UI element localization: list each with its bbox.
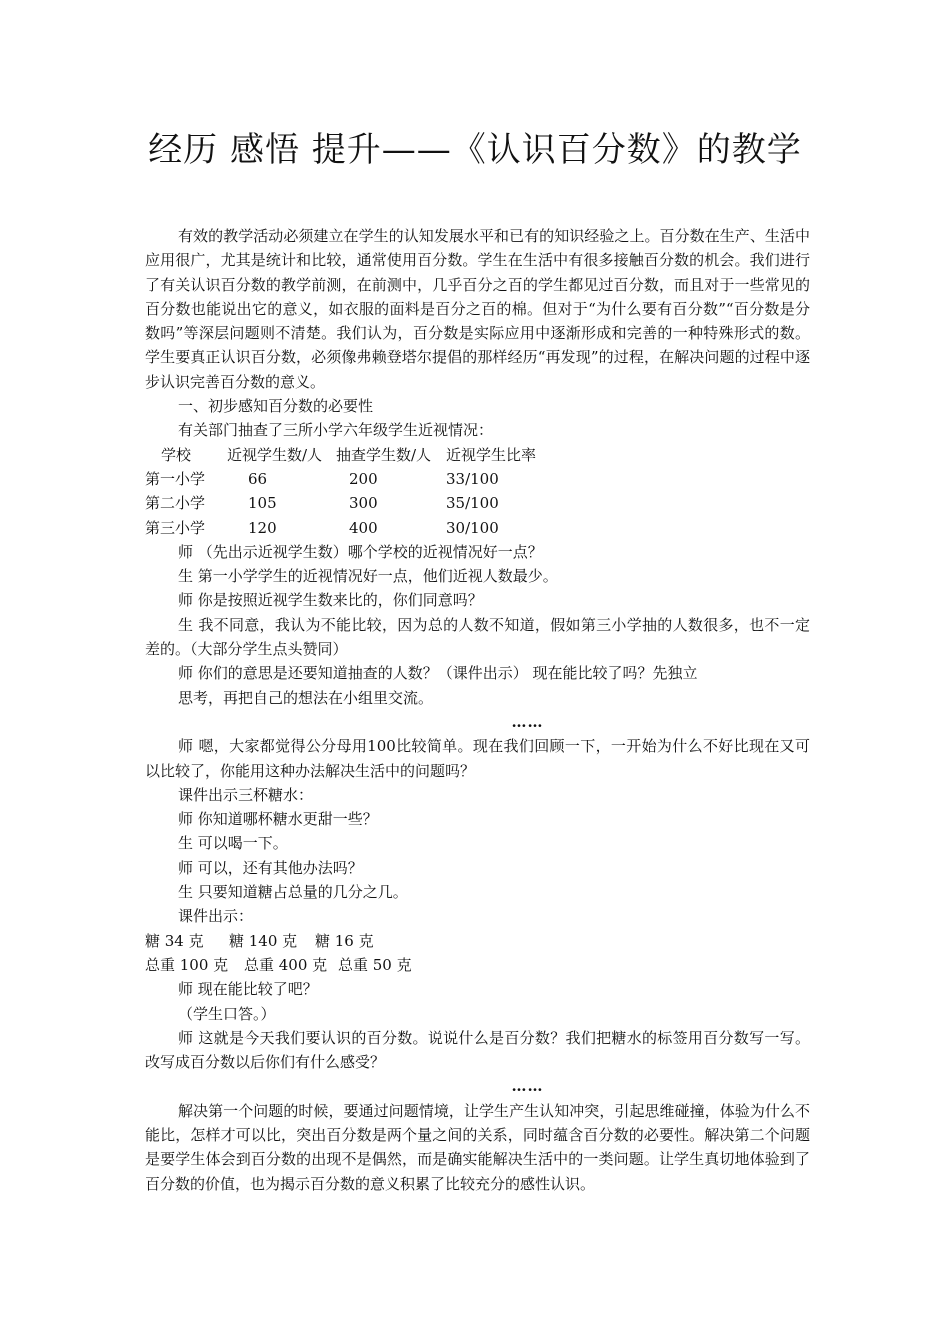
dialogue-line: 课件出示： [178,907,254,926]
table-row [145,467,810,491]
table-cell: 33/100 [446,469,499,488]
sugar-value: 糖 140 克 [229,931,298,950]
table-header-row [145,443,810,467]
dialogue-line: 生 第一小学学生的近视情况好一点，他们近视人数最少。 [178,567,558,586]
dialogue-line: 课件出示三杯糖水： [178,785,314,804]
total-value: 总重 100 克 [145,955,229,974]
total-row [145,953,810,977]
ellipsis: …… [511,1077,544,1096]
intro-paragraph: 有效的教学活动必须建立在学生的认知发展水平和已有的知识经验之上。百分数在生产、生活中应用很广，尤其是统计和比较，通常使用百分数。学生在生活中有很多接触百分数的机会。我们进行了有关认识百分数的教学前测，在前测中，几乎百分之百的学生都见过百分数，而且对于一些常见的百分数也能说出它的意义，如衣服的面料是百分之百的棉。但对于“为什么要有百分数”“百分数是分数吗”等深层问题则不清楚。我们认为，百分数是实际应用中逐渐形成和完善的一种特殊形式的数。学生要真正认识百分数，必须像弗赖登塔尔提倡的那样经历“再发现”的过程，在解决问题的过程中逐步认识完善百分数的意义。 [145,227,810,391]
total-value: 总重 400 克 [244,955,328,974]
section-heading: 一、初步感知百分数的必要性 [178,397,374,416]
table-header: 抽查学生数/人 [336,445,432,464]
document-body [145,224,810,1196]
table-cell: 35/100 [446,494,499,513]
sugar-row [145,929,810,953]
dialogue-line: 师 你们的意思是还要知道抽查的人数？（课件出示） 现在能比较了吗？先独立 [178,664,698,683]
table-header: 学校 [161,445,192,464]
table-cell: 30/100 [446,518,499,537]
dialogue-line: 思考，再把自己的想法在小组里交流。 [178,688,434,707]
table-row [145,516,810,540]
dialogue-line: 生 只要知道糖占总量的几分之几。 [178,883,408,902]
dialogue-line: 师 这就是今天我们要认识的百分数。说说什么是百分数？我们把糖水的标签用百分数写一写。改写成百分数以后你们有什么感受？ [145,1028,810,1072]
dialogue-line: 师 你是按照近视学生数来比的，你们同意吗？ [178,591,483,610]
table-cell: 66 [248,469,268,488]
table-row [145,491,810,515]
dialogue-line: 师 可以，还有其他办法吗？ [178,858,363,877]
dialogue-line: 生 可以喝一下。 [178,834,288,853]
document-title: 经历 感悟 提升——《认识百分数》的教学 [148,130,802,170]
table-header: 近视学生数/人 [227,445,323,464]
dialogue-line: 生 我不同意，我认为不能比较，因为总的人数不知道，假如第三小学抽的人数很多，也不一定差的。（大部分学生点头赞同） [145,615,810,659]
table-cell: 300 [349,494,378,513]
dialogue-line: 师 现在能比较了吧？ [178,980,318,999]
table-cell: 120 [248,518,277,537]
table-header: 近视学生比率 [446,445,537,464]
table-cell: 第一小学 [145,469,206,488]
survey-intro: 有关部门抽查了三所小学六年级学生近视情况： [178,421,494,440]
table-cell: 400 [349,518,378,537]
total-value: 总重 50 克 [338,955,412,974]
summary-paragraph: 解决第一个问题的时候，要通过问题情境，让学生产生认知冲突，引起思维碰撞，体验为什么不能比，怎样才可以比，突出百分数是两个量之间的关系，同时蕴含百分数的必要性。解决第二个问题是要学生体会到百分数的出现不是偶然，而是确实能解决生活中的一类问题。让学生真切地体验到了百分数的价值，也为揭示百分数的意义积累了比较充分的感性认识。 [145,1101,810,1193]
sugar-value: 糖 16 克 [315,931,374,950]
table-cell: 第三小学 [145,518,206,537]
ellipsis: …… [511,712,544,731]
dialogue-line: （学生口答。） [178,1004,276,1023]
sugar-value: 糖 34 克 [145,931,204,950]
table-cell: 第二小学 [145,494,206,513]
dialogue-line: 师 你知道哪杯糖水更甜一些？ [178,810,378,829]
table-cell: 105 [248,494,277,513]
dialogue-line: 师 （先出示近视学生数）哪个学校的近视情况好一点？ [178,542,543,561]
dialogue-line: 师 嗯，大家都觉得公分母用100比较简单。现在我们回顾一下，一开始为什么不好比现在又可以比较了，你能用这种办法解决生活中的问题吗？ [145,737,810,780]
table-cell: 200 [349,469,378,488]
